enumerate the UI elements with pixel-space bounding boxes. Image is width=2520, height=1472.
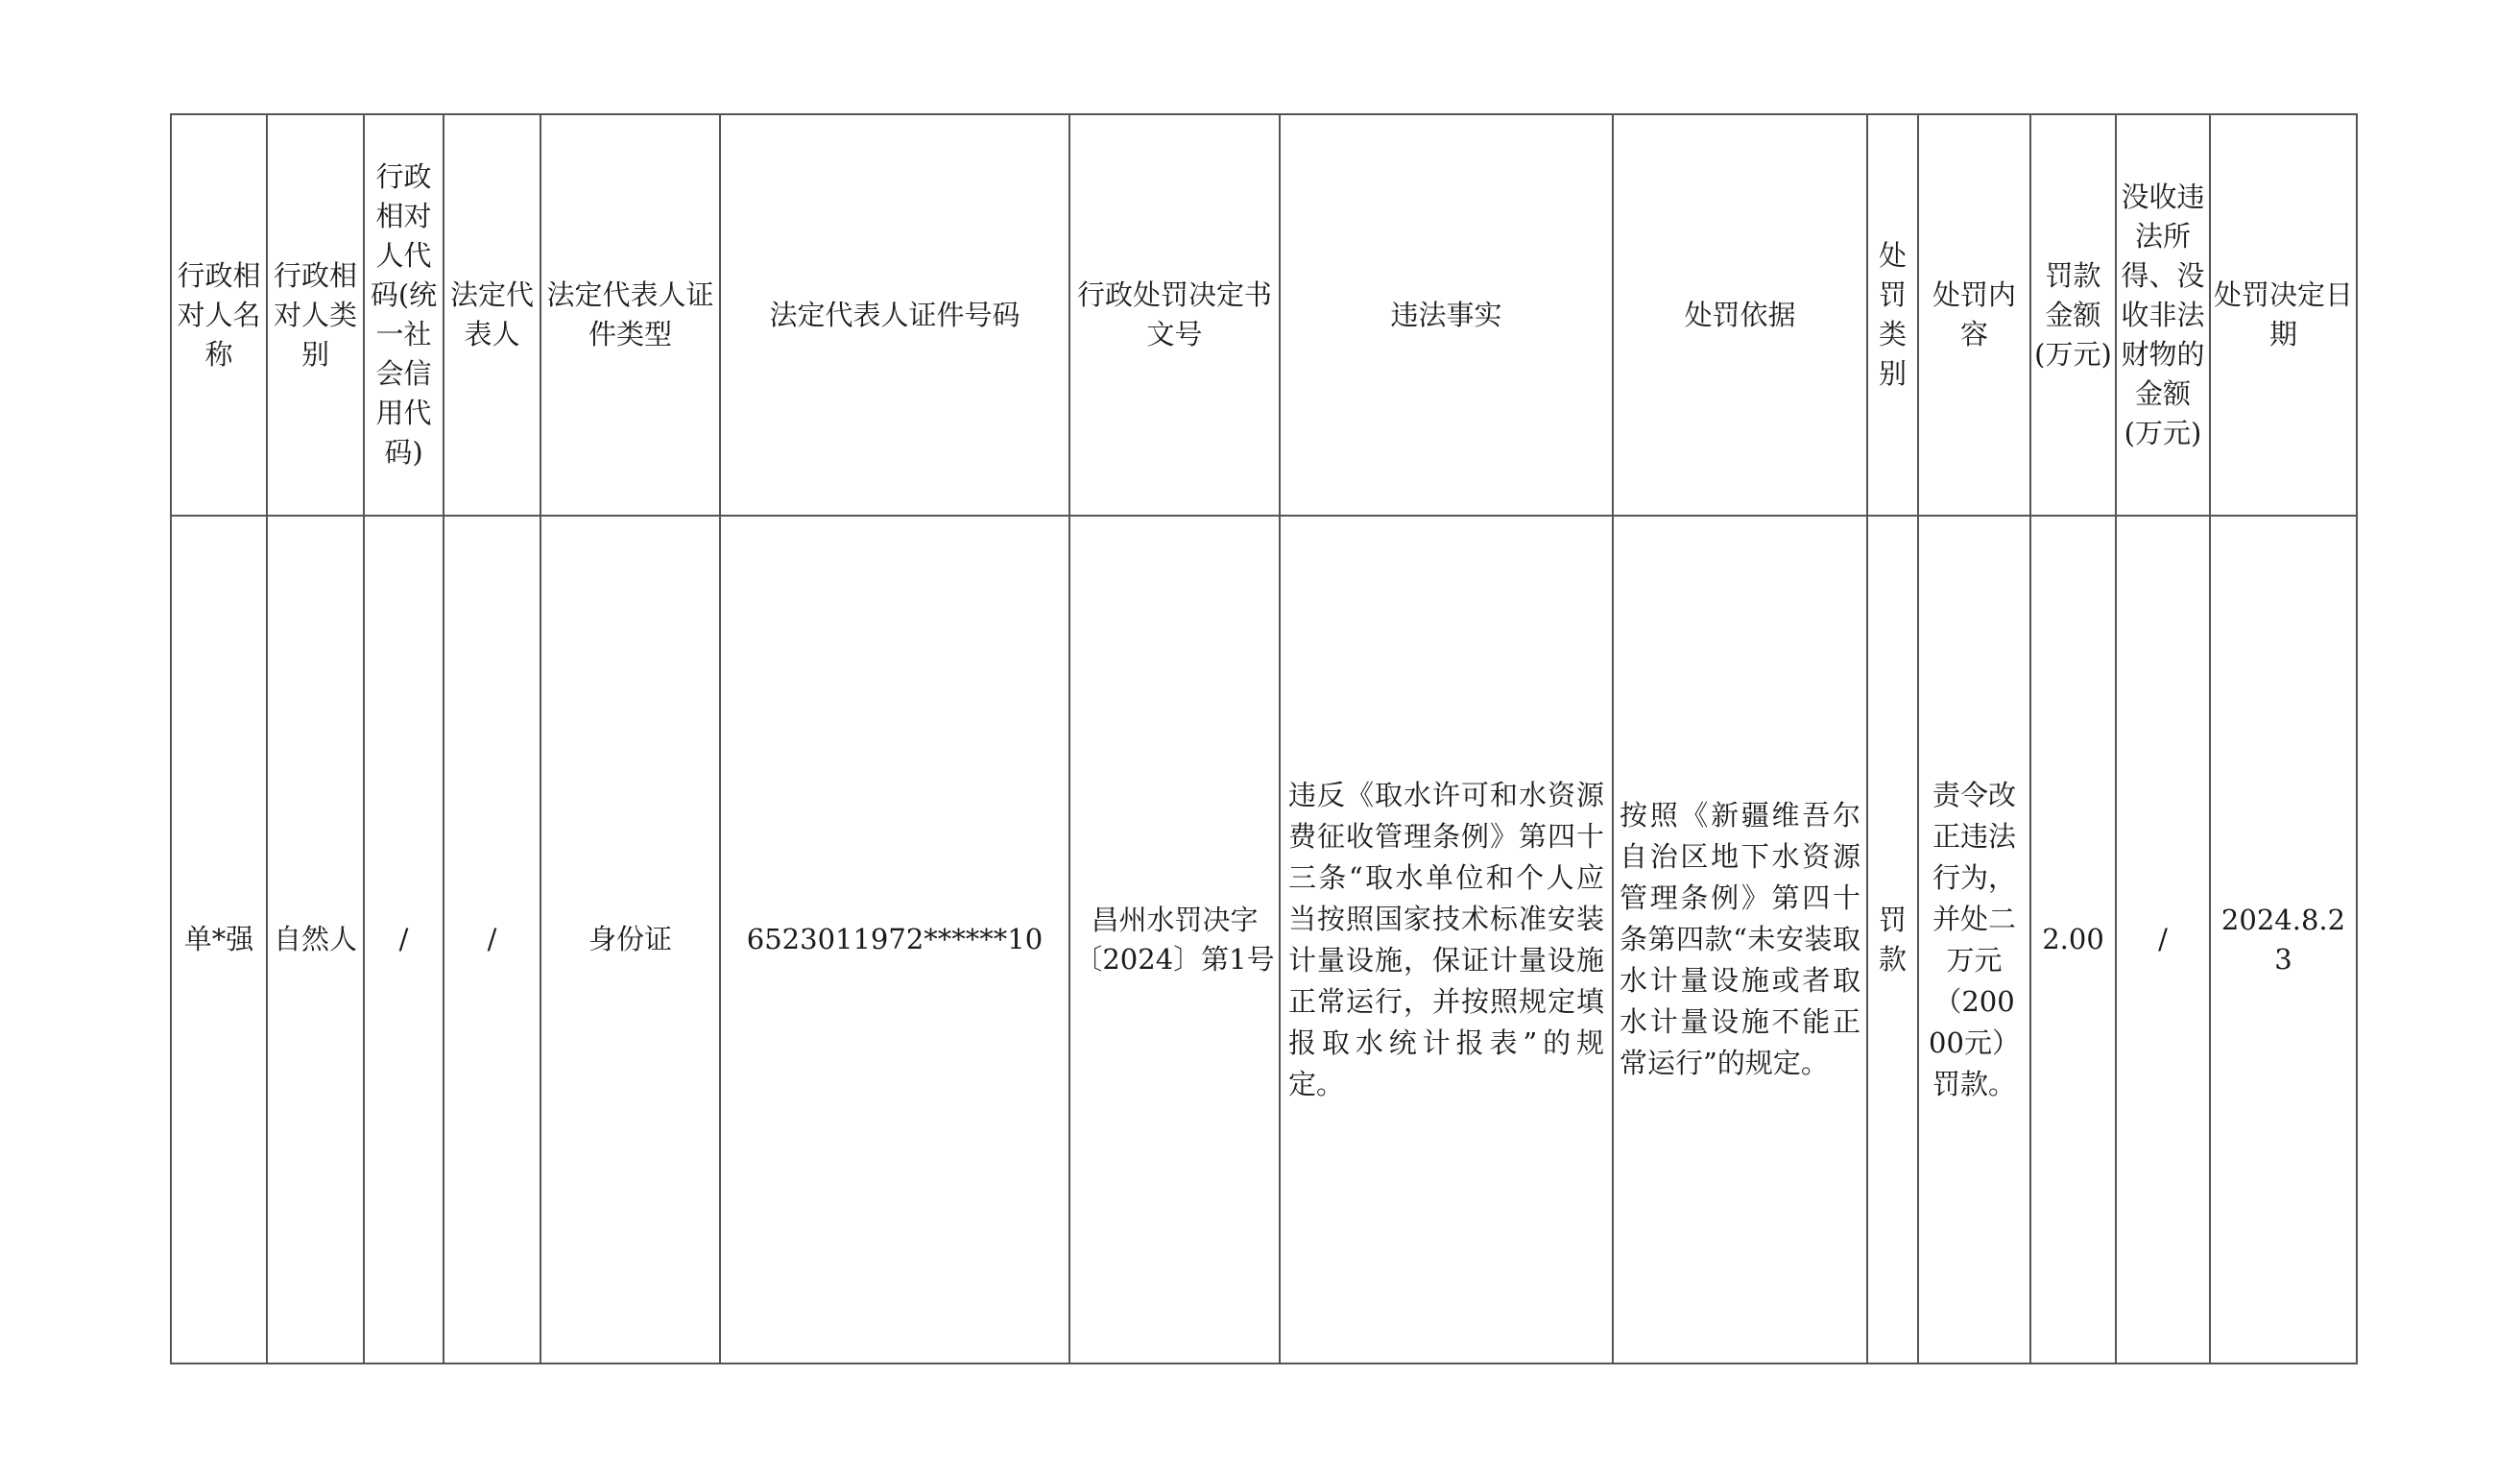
col-header-id-type: 法定代表人证件类型 xyxy=(540,114,720,516)
col-header-penalty-content: 处罚内容 xyxy=(1918,114,2030,516)
header-row xyxy=(171,114,2357,516)
cell-name: 单*强 xyxy=(171,516,267,1363)
col-header-date: 处罚决定日期 xyxy=(2210,114,2357,516)
cell-decision-no: 昌州水罚决字〔2024〕第1号 xyxy=(1069,516,1280,1363)
col-header-code: 行政相对人代码(统一社会信用代码) xyxy=(364,114,444,516)
col-header-decision-no: 行政处罚决定书文号 xyxy=(1069,114,1280,516)
col-header-fine: 罚款金额(万元) xyxy=(2030,114,2116,516)
col-header-id-number: 法定代表人证件号码 xyxy=(720,114,1069,516)
cell-penalty-type: 罚款 xyxy=(1867,516,1918,1363)
cell-confiscation: / xyxy=(2116,516,2210,1363)
col-header-legal-rep: 法定代表人 xyxy=(444,114,540,516)
col-header-penalty-type: 处罚类别 xyxy=(1867,114,1918,516)
cell-id-type: 身份证 xyxy=(540,516,720,1363)
cell-basis: 按照《新疆维吾尔自治区地下水资源管理条例》第四十条第四款“未安装取水计量设施或者取水计量设施不能正常运行”的规定。 xyxy=(1613,516,1867,1363)
table-row xyxy=(171,516,2357,1363)
cell-legal-rep: / xyxy=(444,516,540,1363)
cell-code: / xyxy=(364,516,444,1363)
col-header-category: 行政相对人类别 xyxy=(267,114,364,516)
col-header-basis: 处罚依据 xyxy=(1613,114,1867,516)
cell-fine: 2.00 xyxy=(2030,516,2116,1363)
col-header-confiscation: 没收违法所得、没收非法财物的金额(万元) xyxy=(2116,114,2210,516)
col-header-violation: 违法事实 xyxy=(1280,114,1613,516)
col-header-name: 行政相对人名称 xyxy=(171,114,267,516)
penalty-table xyxy=(170,113,2358,1364)
cell-penalty-content: 责令改正违法行为，并处二万元（20000元）罚款。 xyxy=(1918,516,2030,1363)
cell-id-number: 6523011972******10 xyxy=(720,516,1069,1363)
cell-category: 自然人 xyxy=(267,516,364,1363)
cell-violation: 违反《取水许可和水资源费征收管理条例》第四十三条“取水单位和个人应当按照国家技术标准安装计量设施，保证计量设施正常运行，并按照规定填报取水统计报表”的规定。 xyxy=(1280,516,1613,1363)
cell-date: 2024.8.23 xyxy=(2210,516,2357,1363)
